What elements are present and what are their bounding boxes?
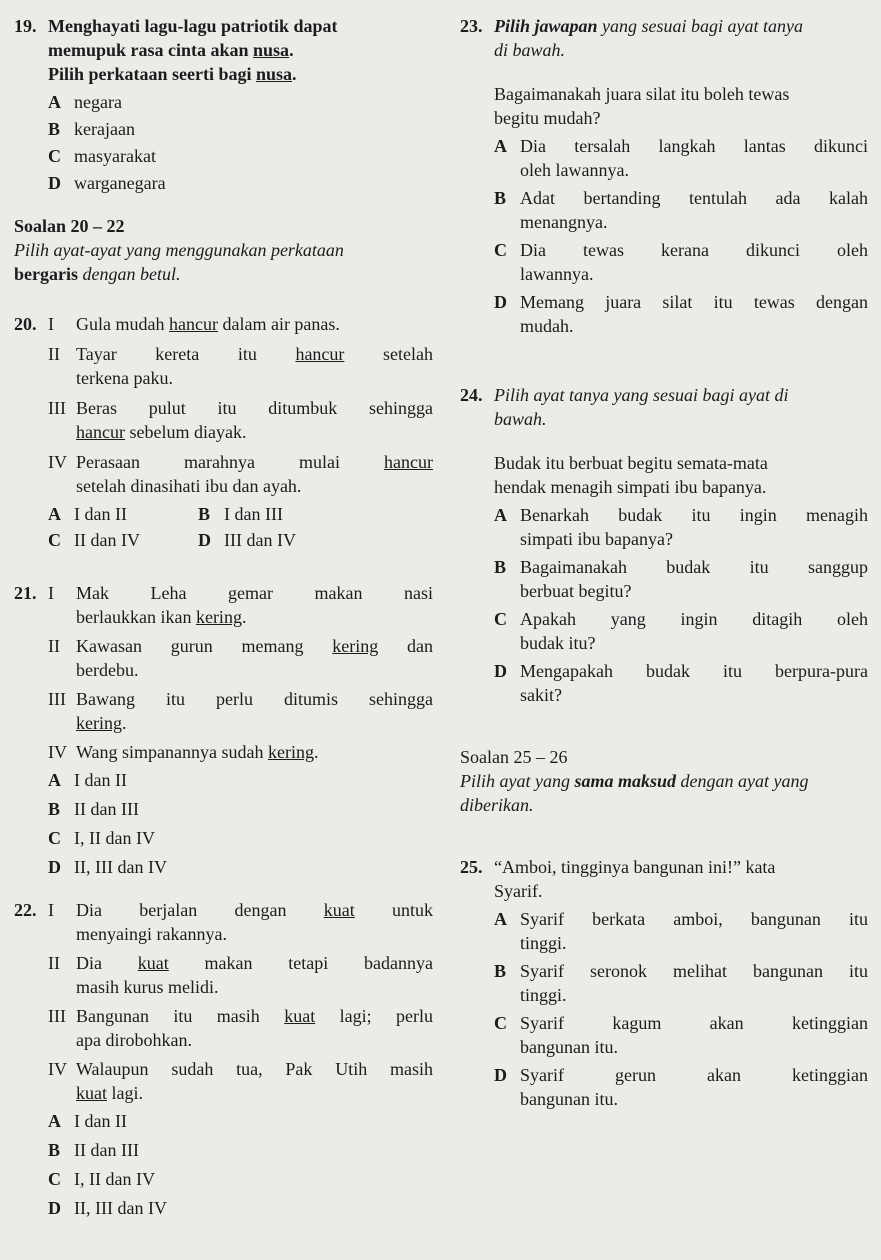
statement-item <box>48 634 439 682</box>
underlined-word: hancur <box>76 422 125 442</box>
question-number: 23. <box>460 16 483 36</box>
statement-line: Dia kuat makan tetapi badannya <box>76 953 433 973</box>
answer-option-b[interactable]: B II dan III <box>48 1140 139 1160</box>
statement-line: kering. <box>76 713 127 733</box>
underlined-word: hancur <box>295 344 345 364</box>
answer-option-d[interactable]: D Memang juara silat itu tewas dengan mudah. <box>494 292 868 336</box>
statement-line: terkena paku. <box>76 368 173 388</box>
roman-numeral: III <box>48 689 66 709</box>
underlined-word: kuat <box>137 953 169 973</box>
statement-item <box>48 396 439 444</box>
question-stem: Budak itu berbuat begitu semata-mata hendak menagih simpati ibu bapanya. <box>494 453 768 497</box>
question-number: 22. <box>14 900 37 920</box>
statement-item <box>48 450 439 498</box>
question-21 <box>14 581 439 879</box>
statement-item <box>48 951 439 999</box>
answer-option-a[interactable]: A Dia tersalah langkah lantas dikunci oleh lawannya. <box>494 136 868 180</box>
question-number: 19. <box>14 16 37 36</box>
answer-option-a[interactable]: A I dan II <box>48 770 127 790</box>
statement-line: Mak Leha gemar makan nasi <box>76 583 433 603</box>
underlined-word: nusa <box>253 40 290 60</box>
answer-option-d[interactable]: D III dan IV <box>198 530 296 550</box>
statement-item <box>48 1057 439 1105</box>
statement-line: Gula mudah hancur dalam air panas. <box>76 314 340 334</box>
question-number: 21. <box>14 583 37 603</box>
question-stem: Menghayati lagu-lagu patriotik dapat <box>48 16 338 36</box>
statement-item <box>48 312 439 336</box>
question-20 <box>14 312 439 552</box>
answer-option-d[interactable]: D warganegara <box>48 173 166 193</box>
roman-numeral: III <box>48 1006 66 1026</box>
underlined-word: nusa <box>256 64 293 84</box>
statement-item <box>48 342 439 390</box>
answer-option-b[interactable]: B Syarif seronok melihat bangunan itu tinggi. <box>494 961 868 1005</box>
statement-line: menyaingi rakannya. <box>76 924 227 944</box>
section-instruction: Pilih ayat yang sama maksud dengan ayat yang <box>460 771 809 791</box>
question-22 <box>14 898 439 1220</box>
section-heading-20-22 <box>14 214 439 286</box>
statement-item <box>48 581 439 629</box>
question-number: 24. <box>460 385 483 405</box>
statement-line: Bawang itu perlu ditumis sehingga <box>76 689 433 709</box>
answer-option-d[interactable]: D II, III dan IV <box>48 1198 167 1218</box>
answer-option-a[interactable]: A Syarif berkata amboi, bangunan itu tinggi. <box>494 909 868 953</box>
answer-option-c[interactable]: C Apakah yang ingin ditagih oleh budak itu? <box>494 609 868 653</box>
statement-line: Dia berjalan dengan kuat untuk <box>76 900 433 920</box>
roman-numeral: IV <box>48 452 67 472</box>
roman-numeral: II <box>48 344 60 364</box>
statement-line: berdebu. <box>76 660 139 680</box>
answer-option-a[interactable]: A I dan II <box>48 504 127 524</box>
answer-option-b[interactable]: B kerajaan <box>48 119 135 139</box>
statement-line: Bangunan itu masih kuat lagi; perlu <box>76 1006 433 1026</box>
question-23 <box>460 14 868 338</box>
statement-line: Walaupun sudah tua, Pak Utih masih <box>76 1059 433 1079</box>
question-24 <box>460 383 868 707</box>
statement-line: Beras pulut itu ditumbuk sehingga <box>76 398 433 418</box>
statement-line: Kawasan gurun memang kering dan <box>76 636 433 656</box>
answer-option-a[interactable]: A Benarkah budak itu ingin menagih simpati ibu bapanya? <box>494 505 868 549</box>
statement-item <box>48 1004 439 1052</box>
statement-line: berlaukkan ikan kering. <box>76 607 247 627</box>
question-instruction: di bawah. <box>494 40 566 60</box>
statement-line: hancur sebelum diayak. <box>76 422 247 442</box>
answer-option-c[interactable]: C Dia tewas kerana dikunci oleh lawannya. <box>494 240 868 284</box>
underlined-word: kering <box>195 607 242 627</box>
statement-item <box>48 740 439 764</box>
answer-option-c[interactable]: C Syarif kagum akan ketinggian bangunan itu. <box>494 1013 868 1057</box>
question-instruction: Pilih ayat tanya yang sesuai bagi ayat di <box>494 385 789 405</box>
underlined-word: kuat <box>323 900 355 920</box>
question-number: 20. <box>14 314 37 334</box>
statement-item <box>48 687 439 735</box>
question-stem: “Amboi, tingginya bangunan ini!” kata Syarif. <box>494 857 776 901</box>
question-instruction: bawah. <box>494 409 547 429</box>
statement-line: masih kurus melidi. <box>76 977 219 997</box>
section-instruction: Pilih ayat-ayat yang menggunakan perkataan <box>14 240 344 260</box>
question-instruction: Pilih perkataan seerti bagi nusa. <box>48 64 297 84</box>
underlined-word: hancur <box>384 452 433 472</box>
underlined-word: kering <box>332 636 379 656</box>
question-19 <box>14 14 439 195</box>
roman-numeral: I <box>48 314 54 334</box>
statement-line: Wang simpanannya sudah kering. <box>76 742 319 762</box>
underlined-word: kuat <box>76 1083 107 1103</box>
question-instruction: Pilih jawapan yang sesuai bagi ayat tanya <box>494 16 804 36</box>
answer-option-c[interactable]: C II dan IV <box>48 530 140 550</box>
answer-option-a[interactable]: A negara <box>48 92 122 112</box>
answer-option-c[interactable]: C masyarakat <box>48 146 156 166</box>
question-stem: memupuk rasa cinta akan nusa. <box>48 40 294 60</box>
section-heading-25-26 <box>460 745 868 817</box>
roman-numeral: IV <box>48 1059 67 1079</box>
answer-option-c[interactable]: C I, II dan IV <box>48 1169 155 1189</box>
statement-item <box>48 898 439 946</box>
statement-line: Tayar kereta itu hancur setelah <box>76 344 433 364</box>
answer-option-c[interactable]: C I, II dan IV <box>48 828 155 848</box>
section-instruction: diberikan. <box>460 795 534 815</box>
underlined-word: hancur <box>168 314 218 334</box>
answer-option-d[interactable]: D II, III dan IV <box>48 857 167 877</box>
statement-line: setelah dinasihati ibu dan ayah. <box>76 476 302 496</box>
question-25 <box>460 855 868 1111</box>
answer-option-b[interactable]: B II dan III <box>48 799 139 819</box>
answer-option-b[interactable]: B Adat bertanding tentulah ada kalah menangnya. <box>494 188 868 232</box>
answer-option-a[interactable]: A I dan II <box>48 1111 127 1131</box>
section-title: Soalan 25 – 26 <box>460 747 568 767</box>
statement-line: apa dirobohkan. <box>76 1030 192 1050</box>
roman-numeral: III <box>48 398 66 418</box>
roman-numeral: I <box>48 900 54 920</box>
answer-option-b[interactable]: B Bagaimanakah budak itu sanggup berbuat begitu? <box>494 557 868 601</box>
answer-option-b[interactable]: B I dan III <box>198 504 283 524</box>
section-title: Soalan 20 – 22 <box>14 216 125 236</box>
roman-numeral: II <box>48 953 60 973</box>
question-stem: Bagaimanakah juara silat itu boleh tewas begitu mudah? <box>494 84 790 128</box>
roman-numeral: II <box>48 636 60 656</box>
statement-line: kuat lagi. <box>76 1083 143 1103</box>
answer-option-d[interactable]: D Mengapakah budak itu berpura-pura sakit? <box>494 661 868 705</box>
question-number: 25. <box>460 857 483 877</box>
statement-line: Perasaan marahnya mulai hancur <box>76 452 433 472</box>
underlined-word: kuat <box>284 1006 316 1026</box>
underlined-word: kering <box>268 742 314 762</box>
roman-numeral: I <box>48 583 54 603</box>
underlined-word: kering <box>76 713 122 733</box>
section-instruction: bergaris dengan betul. <box>14 264 181 284</box>
answer-option-d[interactable]: D Syarif gerun akan ketinggian bangunan itu. <box>494 1065 868 1109</box>
roman-numeral: IV <box>48 742 67 762</box>
